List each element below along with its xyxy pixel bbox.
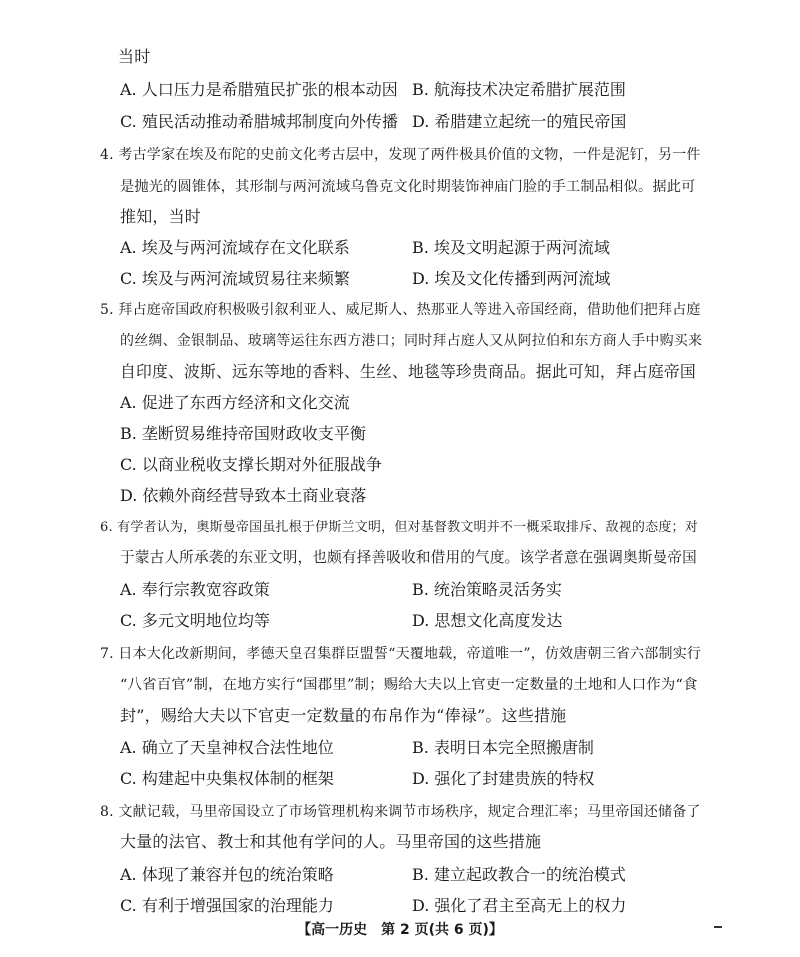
q8-option-a: A. 体现了兼容并包的统治策略	[120, 865, 334, 884]
q5-option-a: A. 促进了东西方经济和文化交流	[120, 393, 350, 412]
q6-option-a: A. 奉行宗教宽容政策	[120, 580, 270, 599]
q7-option-a: A. 确立了天皇神权合法性地位	[120, 738, 334, 757]
scan-mark	[714, 926, 722, 928]
q4-option-b: B. 埃及文明起源于两河流域	[412, 238, 610, 257]
q3-stem-tail: 当时	[118, 47, 151, 66]
page-footer: 【高一历史 第 2 页(共 6 页)】	[297, 922, 503, 938]
q4-option-c: C. 埃及与两河流域贸易往来频繁	[120, 269, 350, 288]
q8-stem-line1: 8. 文献记载，马里帝国设立了市场管理机构来调节市场秩序，规定合理汇率；马里帝国还储备了	[100, 804, 701, 820]
q3-option-c: C. 殖民活动推动希腊城邦制度向外传播	[120, 112, 398, 131]
q8-stem-line2: 大量的法官、教士和其他有学问的人。马里帝国的这些措施	[120, 832, 542, 851]
q7-stem-line1: 7. 日本大化改新期间，孝德天皇召集群臣盟誓“天覆地载，帝道唯一”，仿效唐朝三省六部制实行	[100, 646, 702, 662]
q7-stem-line2: “八省百官”制，在地方实行“国郡里”制；赐给大夫以上官吏一定数量的土地和人口作为“食	[120, 677, 698, 693]
q5-option-c: C. 以商业税收支撑长期对外征服战争	[120, 455, 382, 474]
q6-stem-line2: 于蒙古人所承袭的东亚文明，也颇有择善吸收和借用的气度。该学者意在强调奥斯曼帝国	[120, 549, 697, 566]
q8-option-b: B. 建立起政教合一的统治模式	[412, 865, 626, 884]
q6-option-d: D. 思想文化高度发达	[412, 611, 563, 630]
q3-option-a: A. 人口压力是希腊殖民扩张的根本动因	[120, 80, 398, 99]
q6-option-b: B. 统治策略灵活务实	[412, 580, 562, 599]
q6-stem-line1: 6. 有学者认为，奥斯曼帝国虽扎根于伊斯兰文明，但对基督教文明并不一概采取排斥、敌视的态度；对	[100, 520, 698, 535]
q4-option-d: D. 埃及文化传播到两河流域	[412, 269, 611, 288]
q5-stem-line3: 自印度、波斯、远东等地的香料、生丝、地毯等珍贵商品。据此可知，拜占庭帝国	[120, 362, 696, 381]
q4-option-a: A. 埃及与两河流域存在文化联系	[120, 238, 350, 257]
q6-option-c: C. 多元文明地位均等	[120, 611, 270, 630]
q8-option-d: D. 强化了君主至高无上的权力	[412, 896, 627, 915]
q7-option-b: B. 表明日本完全照搬唐制	[412, 738, 594, 757]
q3-option-b: B. 航海技术决定希腊扩展范围	[412, 80, 626, 99]
q8-option-c: C. 有利于增强国家的治理能力	[120, 896, 334, 915]
q4-stem-line2: 是抛光的圆锥体，其形制与两河流域乌鲁克文化时期装饰神庙门脸的手工制品相似。据此可	[120, 179, 696, 195]
q3-option-d: D. 希腊建立起统一的殖民帝国	[412, 112, 627, 131]
q5-stem-line2: 的丝绸、金银制品、玻璃等运往东西方港口；同时拜占庭人又从阿拉伯和东方商人手中购买来	[120, 333, 703, 349]
q5-option-d: D. 依赖外商经营导致本土商业衰落	[120, 486, 367, 505]
q7-stem-line3: 封”，赐给大夫以下官吏一定数量的布帛作为“俸禄”。这些措施	[120, 706, 567, 725]
q7-option-c: C. 构建起中央集权体制的框架	[120, 769, 334, 788]
q4-stem-line1: 4. 考古学家在埃及布陀的史前文化考古层中，发现了两件极具价值的文物，一件是泥钉，另一件	[100, 147, 701, 163]
q5-option-b: B. 垄断贸易维持帝国财政收支平衡	[120, 424, 366, 443]
q7-option-d: D. 强化了封建贵族的特权	[412, 769, 595, 788]
q5-stem-line1: 5. 拜占庭帝国政府积极吸引叙利亚人、威尼斯人、热那亚人等进入帝国经商，借助他们把拜占庭	[100, 302, 701, 318]
q4-stem-line3: 推知，当时	[120, 207, 202, 226]
